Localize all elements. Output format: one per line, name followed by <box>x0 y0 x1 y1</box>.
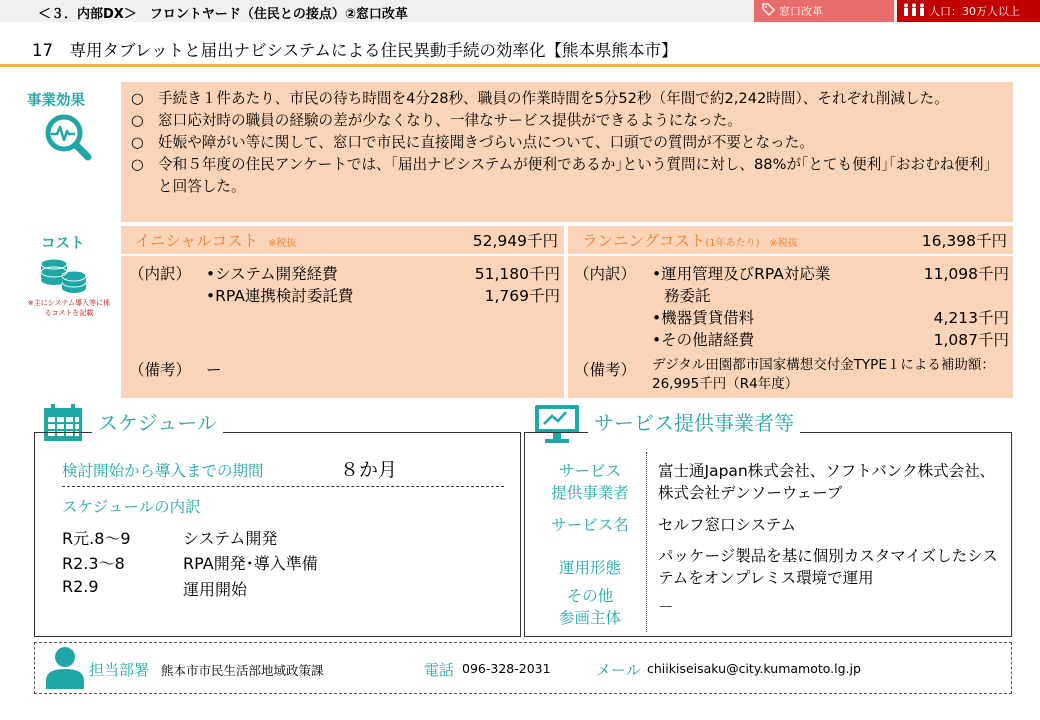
schedule-date: R2.3～8 <box>62 554 125 573</box>
provider-title: サービス提供事業者等 <box>594 411 794 435</box>
initial-cost-tax: ※税抜 <box>267 238 297 249</box>
effects-box <box>121 82 1013 222</box>
tag-icon <box>762 3 775 19</box>
running-item-amount: 11,098千円 <box>923 265 1009 283</box>
initial-cost-header <box>121 226 564 256</box>
mail-label: メール <box>596 661 641 679</box>
operation-label: 運用形態 <box>558 559 621 577</box>
coins-icon <box>40 256 88 300</box>
initial-item-name: •システム開発経費 <box>206 265 338 283</box>
phone-label: 電話 <box>424 661 455 679</box>
schedule-task: システム開発 <box>183 529 278 548</box>
schedule-period-value: ８か月 <box>340 459 398 481</box>
running-item-name: •その他諸経費 <box>652 331 755 349</box>
initial-item-amount: 1,769千円 <box>484 287 560 305</box>
running-item-name: •運用管理及びRPA対応業 <box>652 265 831 283</box>
running-item-name: •機器賃貸借料 <box>652 309 755 327</box>
schedule-title-wrap <box>92 407 223 436</box>
mail-value[interactable]: chiikiseisaku@city.kumamoto.lg.jp <box>647 661 861 676</box>
dept-label: 担当部署 <box>89 661 150 679</box>
cost-note: ※主にシステム導入等に係るコストを記載 <box>27 299 111 317</box>
other-label: その他 参画主体 <box>558 587 621 627</box>
other-value: － <box>658 598 674 616</box>
initial-item-amount: 51,180千円 <box>474 265 560 283</box>
running-item-amount: 1,087千円 <box>933 331 1009 349</box>
effect-item: ○ 令和５年度の住民アンケートでは、｢届出ナビシステムが便利であるか｣という質問に対し、88%が｢とても便利｣｢おおむね便利｣と回答した。 <box>131 156 991 195</box>
provider-divider <box>646 452 647 632</box>
initial-item-name: •RPA連携検討委託費 <box>206 287 354 305</box>
operation-value: パッケージ製品を基に個別カスタマイズしたシステムをオンプレミス環境で運用 <box>658 547 998 587</box>
running-cost-header <box>568 226 1013 256</box>
person-icon <box>44 646 86 694</box>
effect-item: ○ 妊娠や障がい等に関して、窓口で市民に直接聞きづらい点について、口頭での質問が不要となった。 <box>131 134 814 151</box>
initial-remarks-label: （備考） <box>129 361 192 379</box>
cost-label: コスト <box>41 236 85 252</box>
schedule-breakdown-label: スケジュールの内訳 <box>62 498 201 516</box>
schedule-period-label: 検討開始から導入までの期間 <box>62 462 264 480</box>
page-title: 17 専用タブレットと届出ナビシステムによる住民異動手続の効率化【熊本県熊本市】 <box>32 41 678 60</box>
magnifier-chart-icon <box>42 112 96 166</box>
effects-label: 事業効果 <box>27 93 85 109</box>
schedule-task: RPA開発･導入準備 <box>183 554 318 573</box>
population-tag <box>897 0 1040 22</box>
service-label: サービス名 <box>551 516 629 534</box>
people-icon <box>903 3 925 20</box>
running-cost-tax: ※税抜 <box>769 238 798 249</box>
initial-remarks: ー <box>206 361 222 379</box>
effect-item: ○ 手続き１件あたり、市民の待ち時間を4分28秒、職員の作業時間を5分52秒（年間で約2,242時間）、それぞれ削減した。 <box>131 90 949 107</box>
title-divider <box>0 64 1040 67</box>
running-cost-label: ランニングコスト <box>582 232 706 250</box>
schedule-task: 運用開始 <box>183 580 248 599</box>
schedule-date: R2.9 <box>62 577 99 596</box>
running-cost-box <box>568 226 1013 398</box>
vendor-value: 富士通Japan株式会社、ソフトバンク株式会社、株式会社デンソーウェーブ <box>658 462 996 502</box>
header-title: ＜３．内部DX＞ フロントヤード（住民との接点）②窓口改革 <box>38 7 408 22</box>
running-item-amount: 4,213千円 <box>933 309 1009 327</box>
population-tag-label: 人口：30万人以上 <box>929 5 1020 18</box>
provider-title-wrap <box>588 407 800 436</box>
phone-value: 096-328-2031 <box>462 661 551 676</box>
initial-cost-label: イニシャルコスト <box>135 232 259 250</box>
schedule-date: R元.8～9 <box>62 529 131 548</box>
dept-value: 熊本市市民生活部地域政策課 <box>161 663 324 678</box>
running-remarks: デジタル田園都市国家構想交付金TYPE１による補助額：26,995千円（R4年度） <box>652 357 995 392</box>
effect-item: ○ 窓口応対時の職員の経験の差が少なくなり、一律なサービス提供ができるようになった。 <box>131 112 742 129</box>
running-cost-per-year: (1年あたり) <box>705 238 760 249</box>
running-item-name-cont: 務委託 <box>664 287 711 305</box>
schedule-title: スケジュール <box>98 411 217 435</box>
initial-breakdown-label: （内訳） <box>129 265 192 283</box>
initial-cost-total: 52,949千円 <box>472 232 558 250</box>
service-value: セルフ窓口システム <box>658 516 796 534</box>
initial-cost-box <box>121 226 564 398</box>
category-tag <box>754 0 894 22</box>
running-cost-total: 16,398千円 <box>921 232 1007 250</box>
category-tag-label: 窓口改革 <box>779 5 823 18</box>
running-remarks-label: （備考） <box>574 361 637 379</box>
running-breakdown-label: （内訳） <box>574 265 637 283</box>
vendor-label: サービス 提供事業者 <box>551 462 629 502</box>
schedule-divider <box>62 486 504 487</box>
